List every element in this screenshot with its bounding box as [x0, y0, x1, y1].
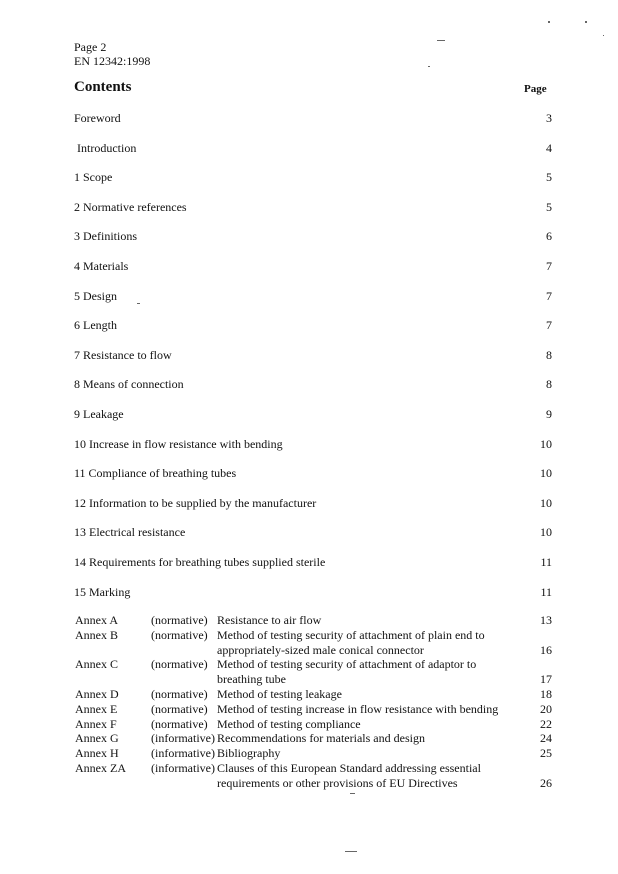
toc-entry — [74, 289, 552, 319]
annex-entry — [75, 717, 552, 732]
toc-entry — [74, 585, 552, 615]
annex-id: Annex ZA — [75, 760, 126, 775]
toc-entry-page: 7 — [546, 258, 552, 273]
toc-entry-title: 5 Design — [74, 288, 117, 303]
toc-entry-title: 7 Resistance to flow — [74, 347, 172, 362]
annex-title — [217, 761, 522, 791]
toc-entry-title: 2 Normative references — [74, 199, 187, 214]
standard-id: EN 12342:1998 — [74, 54, 151, 68]
toc-entry-title: 12 Information to be supplied by the manufacturer — [74, 495, 317, 510]
toc-entry-title: 9 Leakage — [74, 406, 124, 421]
contents-heading: Contents — [74, 79, 132, 95]
annex-id: Annex F — [75, 716, 117, 731]
annex-title — [217, 702, 522, 717]
toc-entry-page: 6 — [546, 229, 552, 244]
annex-page: 22 — [540, 716, 552, 731]
annex-title — [217, 731, 522, 746]
toc-entry — [74, 496, 552, 526]
annex-title-line: Method of testing compliance — [217, 716, 361, 731]
scan-speck — [548, 21, 550, 23]
toc-entry-title: 3 Definitions — [74, 229, 137, 244]
toc-entry — [74, 318, 552, 348]
annex-title — [217, 717, 522, 732]
annex-id: Annex A — [75, 613, 118, 627]
toc-entry-title: 4 Materials — [74, 258, 129, 273]
annex-type: (normative) — [151, 627, 208, 642]
annex-title — [217, 746, 522, 761]
toc-entry-page: 11 — [540, 554, 552, 569]
toc-entry — [74, 141, 552, 171]
scan-speck — [603, 35, 604, 36]
annex-page: 17 — [540, 672, 552, 687]
toc-entry — [74, 377, 552, 407]
annex-title — [217, 687, 522, 702]
annex-list — [75, 613, 552, 791]
toc-entry — [74, 259, 552, 289]
toc-entry — [74, 525, 552, 555]
annex-id: Annex E — [75, 701, 118, 716]
toc-entry-title: 1 Scope — [74, 170, 113, 185]
annex-type: (informative) — [151, 746, 215, 761]
toc-entry — [74, 437, 552, 467]
toc-entry-page: 5 — [546, 170, 552, 185]
toc-entry-page: 10 — [540, 525, 552, 540]
toc-entry-title: 8 Means of connection — [74, 377, 184, 392]
toc-entry-page: 10 — [540, 495, 552, 510]
annex-title-line: breathing tube — [217, 672, 286, 687]
annex-id: Annex B — [75, 627, 118, 642]
annex-title-line: Clauses of this European Standard addressing essential — [217, 760, 481, 775]
annex-entry — [75, 761, 552, 791]
annex-title-line: Method of testing increase in flow resistance with bending — [217, 701, 499, 716]
annex-type: (informative) — [151, 731, 215, 746]
scan-speck — [345, 851, 357, 852]
toc-entry — [74, 111, 552, 141]
toc-entry-page: 10 — [540, 466, 552, 481]
toc-entry-page: 5 — [546, 199, 552, 214]
page-column-label: Page — [524, 83, 547, 95]
scan-speck — [428, 66, 430, 67]
annex-type: (normative) — [151, 701, 208, 716]
annex-entry — [75, 628, 552, 658]
toc-entry-page: 9 — [546, 406, 552, 421]
annex-title-line: Resistance to air flow — [217, 613, 322, 627]
annex-title-line: Method of testing leakage — [217, 686, 342, 701]
annex-title-line: requirements or other provisions of EU Directives — [217, 775, 458, 790]
annex-page: 26 — [540, 775, 552, 790]
annex-id: Annex C — [75, 657, 118, 672]
toc-entry — [74, 200, 552, 230]
annex-page: 24 — [540, 731, 552, 746]
annex-page: 20 — [540, 701, 552, 716]
annex-type: (normative) — [151, 657, 208, 672]
page-number: Page 2 — [74, 40, 107, 54]
toc-entry-page: 7 — [546, 288, 552, 303]
annex-id: Annex G — [75, 731, 119, 746]
annex-entry — [75, 657, 552, 687]
toc-entry-title: 10 Increase in flow resistance with bending — [74, 436, 283, 451]
annex-type: (normative) — [151, 686, 208, 701]
toc-entry-page: 3 — [546, 111, 552, 125]
scan-speck — [585, 21, 587, 23]
toc-entry-title: Introduction — [77, 140, 137, 155]
annex-entry — [75, 746, 552, 761]
annex-page: 25 — [540, 746, 552, 761]
toc-entry — [74, 170, 552, 200]
toc-entry-title: 13 Electrical resistance — [74, 525, 186, 540]
toc-entry-page: 11 — [540, 584, 552, 599]
annex-entry — [75, 687, 552, 702]
toc-entry-page: 7 — [546, 318, 552, 333]
annex-title-line: Recommendations for materials and design — [217, 731, 425, 746]
toc-entry-title: 14 Requirements for breathing tubes supplied sterile — [74, 554, 326, 569]
annex-title-line: appropriately-sized male conical connector — [217, 642, 424, 657]
annex-entry — [75, 731, 552, 746]
scan-speck — [350, 793, 355, 794]
scan-speck — [137, 303, 140, 304]
annex-entry — [75, 702, 552, 717]
toc-entry-page: 10 — [540, 436, 552, 451]
annex-type: (informative) — [151, 760, 215, 775]
annex-page: 13 — [540, 613, 552, 627]
annex-title — [217, 628, 522, 658]
toc-entry-page: 8 — [546, 377, 552, 392]
scan-speck — [437, 40, 445, 41]
annex-type: (normative) — [151, 613, 208, 627]
annex-entry — [75, 613, 552, 628]
annex-page: 16 — [540, 642, 552, 657]
toc-entry-title: Foreword — [74, 111, 121, 125]
annex-title — [217, 657, 522, 687]
annex-page: 18 — [540, 686, 552, 701]
toc-entry — [74, 555, 552, 585]
annex-title — [217, 613, 522, 628]
toc-entry — [74, 229, 552, 259]
toc-entry-page: 4 — [546, 140, 552, 155]
annex-title-line: Method of testing security of attachment of plain end to — [217, 627, 485, 642]
table-of-contents — [74, 111, 552, 614]
toc-entry — [74, 466, 552, 496]
annex-title-line: Bibliography — [217, 746, 281, 761]
toc-entry-title: 11 Compliance of breathing tubes — [74, 466, 237, 481]
toc-entry-title: 15 Marking — [74, 584, 131, 599]
toc-entry — [74, 407, 552, 437]
page-header — [74, 40, 150, 68]
toc-entry — [74, 348, 552, 378]
toc-entry-page: 8 — [546, 347, 552, 362]
toc-entry-title: 6 Length — [74, 318, 117, 333]
annex-type: (normative) — [151, 716, 208, 731]
annex-id: Annex H — [75, 746, 119, 761]
annex-title-line: Method of testing security of attachment of adaptor to — [217, 657, 477, 672]
annex-id: Annex D — [75, 686, 119, 701]
